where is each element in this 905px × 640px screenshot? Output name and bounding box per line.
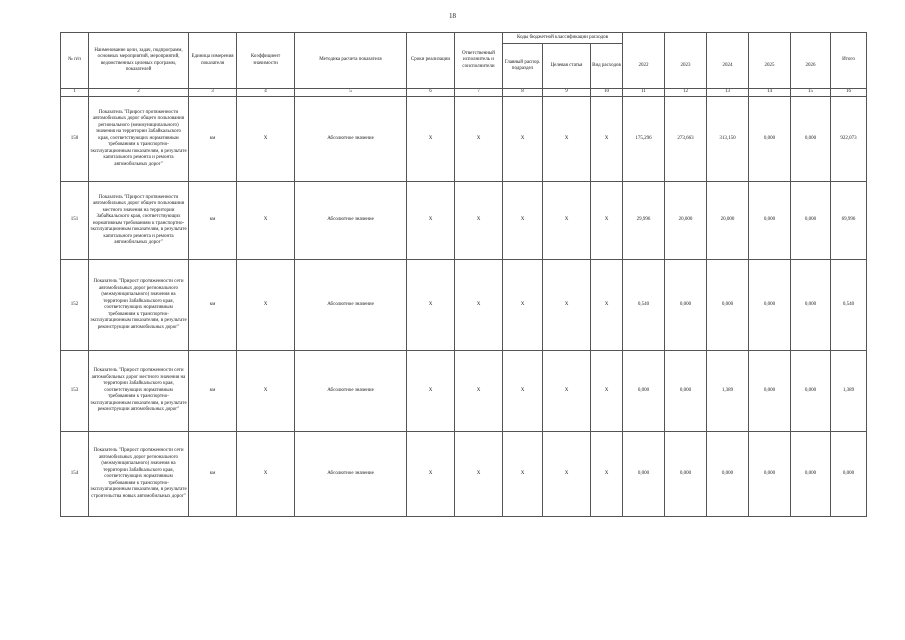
row-2022: 29,996 xyxy=(623,182,665,260)
row-unit: км xyxy=(189,432,237,517)
row-responsible: Х xyxy=(455,432,503,517)
header-unit: Единица измерения показателя xyxy=(189,33,237,89)
row-total: 69,996 xyxy=(831,182,867,260)
row-2022: 0,000 xyxy=(623,432,665,517)
row-coef: Х xyxy=(237,432,295,517)
col-number: 8 xyxy=(503,89,543,97)
header-blank-2023 xyxy=(665,33,707,44)
table-row xyxy=(61,260,867,351)
row-2025: 0,000 xyxy=(749,432,791,517)
row-2025: 0,000 xyxy=(749,351,791,432)
page-number: 18 xyxy=(449,12,456,20)
row-grbs: Х xyxy=(503,351,543,432)
row-method: Абсолютное значение xyxy=(295,432,407,517)
header-grbs: Главный распор. подраздел xyxy=(503,44,543,89)
row-2026: 0,000 xyxy=(791,97,831,182)
row-method: Абсолютное значение xyxy=(295,351,407,432)
header-name: Наименование цели, задач, подпрограмм, основных мероприятий, мероприятий, ведомственных целевых программ, показателей xyxy=(89,33,189,89)
row-vr: Х xyxy=(591,97,623,182)
col-number: 5 xyxy=(295,89,407,97)
header-2022: 2022 xyxy=(623,44,665,89)
row-responsible: Х xyxy=(455,351,503,432)
col-number: 12 xyxy=(665,89,707,97)
col-number: 2 xyxy=(89,89,189,97)
row-2026: 0,000 xyxy=(791,182,831,260)
row-num: 154 xyxy=(61,432,89,517)
row-responsible: Х xyxy=(455,260,503,351)
row-term: Х xyxy=(407,182,455,260)
col-number: 3 xyxy=(189,89,237,97)
col-number: 11 xyxy=(623,89,665,97)
header-vr: Вид расходов xyxy=(591,44,623,89)
row-method: Абсолютное значение xyxy=(295,182,407,260)
table-row xyxy=(61,182,867,260)
row-vr: Х xyxy=(591,432,623,517)
table-row xyxy=(61,351,867,432)
row-name: Показатель "Прирост протяженности сети автомобильных дорог регионального (межмуниципального) значения на территории Забайкальского края, соответствующих нормативным требованиям к транспортно-эксплуатационным показателям, в результате строительства новых автомобильных дорог" xyxy=(89,432,189,517)
row-2022: 0,540 xyxy=(623,260,665,351)
row-unit: км xyxy=(189,260,237,351)
row-vr: Х xyxy=(591,260,623,351)
row-2024: 0,000 xyxy=(707,432,749,517)
header-coef: Коэффициент значимости xyxy=(237,33,295,89)
col-number: 9 xyxy=(543,89,591,97)
row-grbs: Х xyxy=(503,260,543,351)
row-term: Х xyxy=(407,351,455,432)
row-csr: Х xyxy=(543,351,591,432)
header-blank-2025 xyxy=(749,33,791,44)
row-2023: 0,000 xyxy=(665,351,707,432)
header-term: Сроки реализации xyxy=(407,33,455,89)
row-num: 153 xyxy=(61,351,89,432)
header-method: Методика расчета показателя xyxy=(295,33,407,89)
header-blank-2026 xyxy=(791,33,831,44)
table-row xyxy=(61,97,867,182)
row-coef: Х xyxy=(237,351,295,432)
row-term: Х xyxy=(407,260,455,351)
header-csr: Целевая статья xyxy=(543,44,591,89)
row-2025: 0,000 xyxy=(749,182,791,260)
row-csr: Х xyxy=(543,260,591,351)
header-2026: 2026 xyxy=(791,44,831,89)
row-2026: 0,000 xyxy=(791,432,831,517)
row-name: Показатель "Прирост протяженности сети автомобильных дорог местного значения на территории Забайкальского края, соответствующих нормативным требованиям к транспортно-эксплуатационным показателям, в результате реконструкции автомобильных дорог" xyxy=(89,351,189,432)
row-term: Х xyxy=(407,432,455,517)
header-2024: 2024 xyxy=(707,44,749,89)
header-total: Итого xyxy=(831,33,867,89)
header-num: № п/п xyxy=(61,33,89,89)
row-vr: Х xyxy=(591,351,623,432)
row-unit: км xyxy=(189,351,237,432)
col-number: 13 xyxy=(707,89,749,97)
row-coef: Х xyxy=(237,260,295,351)
row-grbs: Х xyxy=(503,97,543,182)
row-2023: 273,663 xyxy=(665,97,707,182)
row-num: 150 xyxy=(61,97,89,182)
row-2025: 0,000 xyxy=(749,97,791,182)
row-coef: Х xyxy=(237,182,295,260)
row-2024: 313,150 xyxy=(707,97,749,182)
row-total: 1,389 xyxy=(831,351,867,432)
row-2024: 20,000 xyxy=(707,182,749,260)
header-responsible: Ответственный исполнитель и соисполнители xyxy=(455,33,503,89)
row-unit: км xyxy=(189,97,237,182)
row-2024: 1,389 xyxy=(707,351,749,432)
col-number: 4 xyxy=(237,89,295,97)
header-blank-2024 xyxy=(707,33,749,44)
row-grbs: Х xyxy=(503,432,543,517)
row-name: Показатель "Прирост протяженности автомобильных дорог общего пользования регионального (межмуниципального) значения на территории Забайкальского края, соответствующих нормативным требованиям к транспортно-эксплуатационным показателям, в результате капитального ремонта и ремонта автомобильных дорог" xyxy=(89,97,189,182)
table-row xyxy=(61,432,867,517)
row-method: Абсолютное значение xyxy=(295,260,407,351)
row-2022: 0,000 xyxy=(623,351,665,432)
col-number: 6 xyxy=(407,89,455,97)
row-name: Показатель "Прирост протяженности автомобильных дорог общего пользования местного значения на территории Забайкальского края, соответствующих нормативным требованиям к транспортно-эксплуатационным показателям, в результате капитального ремонта и ремонта автомобильных дорог" xyxy=(89,182,189,260)
row-responsible: Х xyxy=(455,97,503,182)
row-2023: 20,000 xyxy=(665,182,707,260)
header-kbk-group: Коды бюджетной классификации расходов xyxy=(503,33,623,44)
col-number: 14 xyxy=(749,89,791,97)
header-2023: 2023 xyxy=(665,44,707,89)
row-2023: 0,000 xyxy=(665,260,707,351)
row-csr: Х xyxy=(543,97,591,182)
row-2024: 0,000 xyxy=(707,260,749,351)
row-csr: Х xyxy=(543,182,591,260)
row-method: Абсолютное значение xyxy=(295,97,407,182)
row-total: 0,000 xyxy=(831,432,867,517)
col-number: 7 xyxy=(455,89,503,97)
row-2026: 0,000 xyxy=(791,351,831,432)
col-number: 15 xyxy=(791,89,831,97)
row-num: 152 xyxy=(61,260,89,351)
header-2025: 2025 xyxy=(749,44,791,89)
row-2023: 0,000 xyxy=(665,432,707,517)
col-number: 10 xyxy=(591,89,623,97)
row-2025: 0,000 xyxy=(749,260,791,351)
row-total: 922,073 xyxy=(831,97,867,182)
col-number: 1 xyxy=(61,89,89,97)
row-coef: Х xyxy=(237,97,295,182)
col-number: 16 xyxy=(831,89,867,97)
row-unit: км xyxy=(189,182,237,260)
header-blank-2022 xyxy=(623,33,665,44)
indicators-table xyxy=(60,32,867,517)
row-term: Х xyxy=(407,97,455,182)
row-2022: 175,296 xyxy=(623,97,665,182)
row-grbs: Х xyxy=(503,182,543,260)
row-2026: 0,000 xyxy=(791,260,831,351)
row-responsible: Х xyxy=(455,182,503,260)
row-vr: Х xyxy=(591,182,623,260)
row-csr: Х xyxy=(543,432,591,517)
row-total: 0,540 xyxy=(831,260,867,351)
row-num: 151 xyxy=(61,182,89,260)
row-name: Показатель "Прирост протяженности сети автомобильных дорог регионального (межмуниципального) значения на территории Забайкальского края, соответствующих нормативным требованиям к транспортно-эксплуатационным показателям, в результате реконструкции автомобильных дорог" xyxy=(89,260,189,351)
